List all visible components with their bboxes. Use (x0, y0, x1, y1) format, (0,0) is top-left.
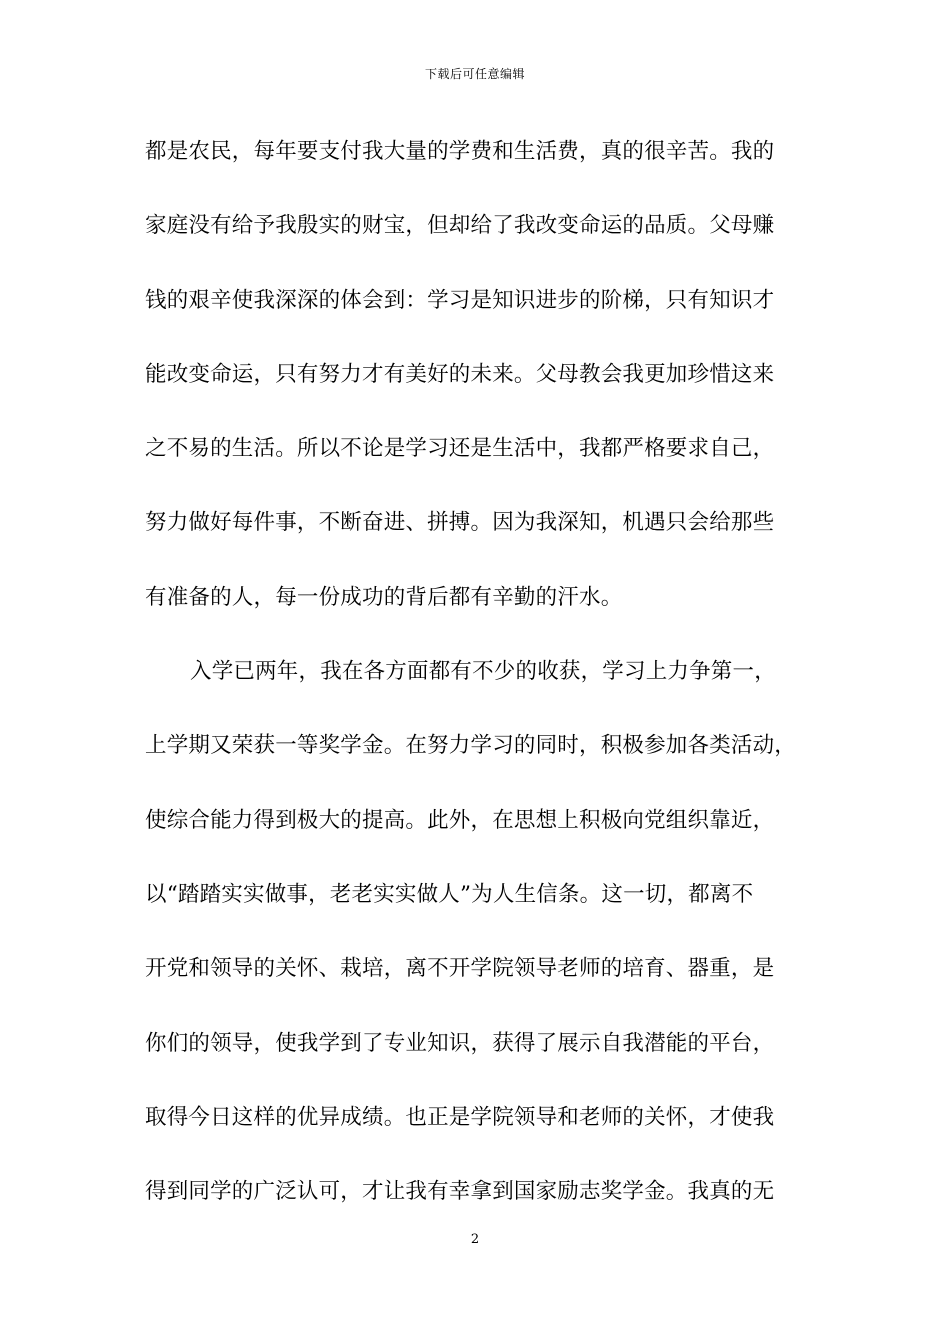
text-line: 开党和领导的关怀、栽培，离不开学院领导老师的培育、器重，是 (145, 956, 775, 982)
text-line: 之不易的生活。所以不论是学习还是生活中，我都严格要求自己， (145, 436, 775, 462)
paragraph-first-line: 入学已两年，我在各方面都有不少的收获，学习上力争第一， (190, 659, 776, 685)
header-note: 下载后可任意编辑 (424, 67, 525, 81)
text-line: 家庭没有给予我殷实的财宝，但却给了我改变命运的品质。父母赚 (145, 213, 775, 239)
text-line: 上学期又荣获一等奖学金。在努力学习的同时，积极参加各类活动， (145, 733, 797, 759)
text-line: 能改变命运，只有努力才有美好的未来。父母教会我更加珍惜这来 (145, 361, 775, 387)
text-line: 使综合能力得到极大的提高。此外，在思想上积极向党组织靠近， (145, 807, 775, 833)
text-line: 取得今日这样的优异成绩。也正是学院领导和老师的关怀，才使我 (145, 1104, 775, 1130)
text-line: 你们的领导，使我学到了专业知识，获得了展示自我潜能的平台， (145, 1030, 775, 1056)
text-line: 以“踏踏实实做事，老老实实做人”为人生信条。这一切，都离不 (145, 881, 754, 907)
document-body (145, 130, 835, 1244)
text-line: 钱的艰辛使我深深的体会到：学习是知识进步的阶梯，只有知识才 (145, 287, 775, 313)
text-line: 都是农民，每年要支付我大量的学费和生活费，真的很辛苦。我的 (145, 139, 775, 164)
page-number: 2 (470, 1232, 480, 1247)
text-line: 得到同学的广泛认可，才让我有幸拿到国家励志奖学金。我真的无 (145, 1179, 775, 1205)
text-line: 有准备的人，每一份成功的背后都有辛勤的汗水。 (145, 584, 623, 610)
text-line: 努力做好每件事，不断奋进、拼搏。因为我深知，机遇只会给那些 (145, 510, 775, 536)
